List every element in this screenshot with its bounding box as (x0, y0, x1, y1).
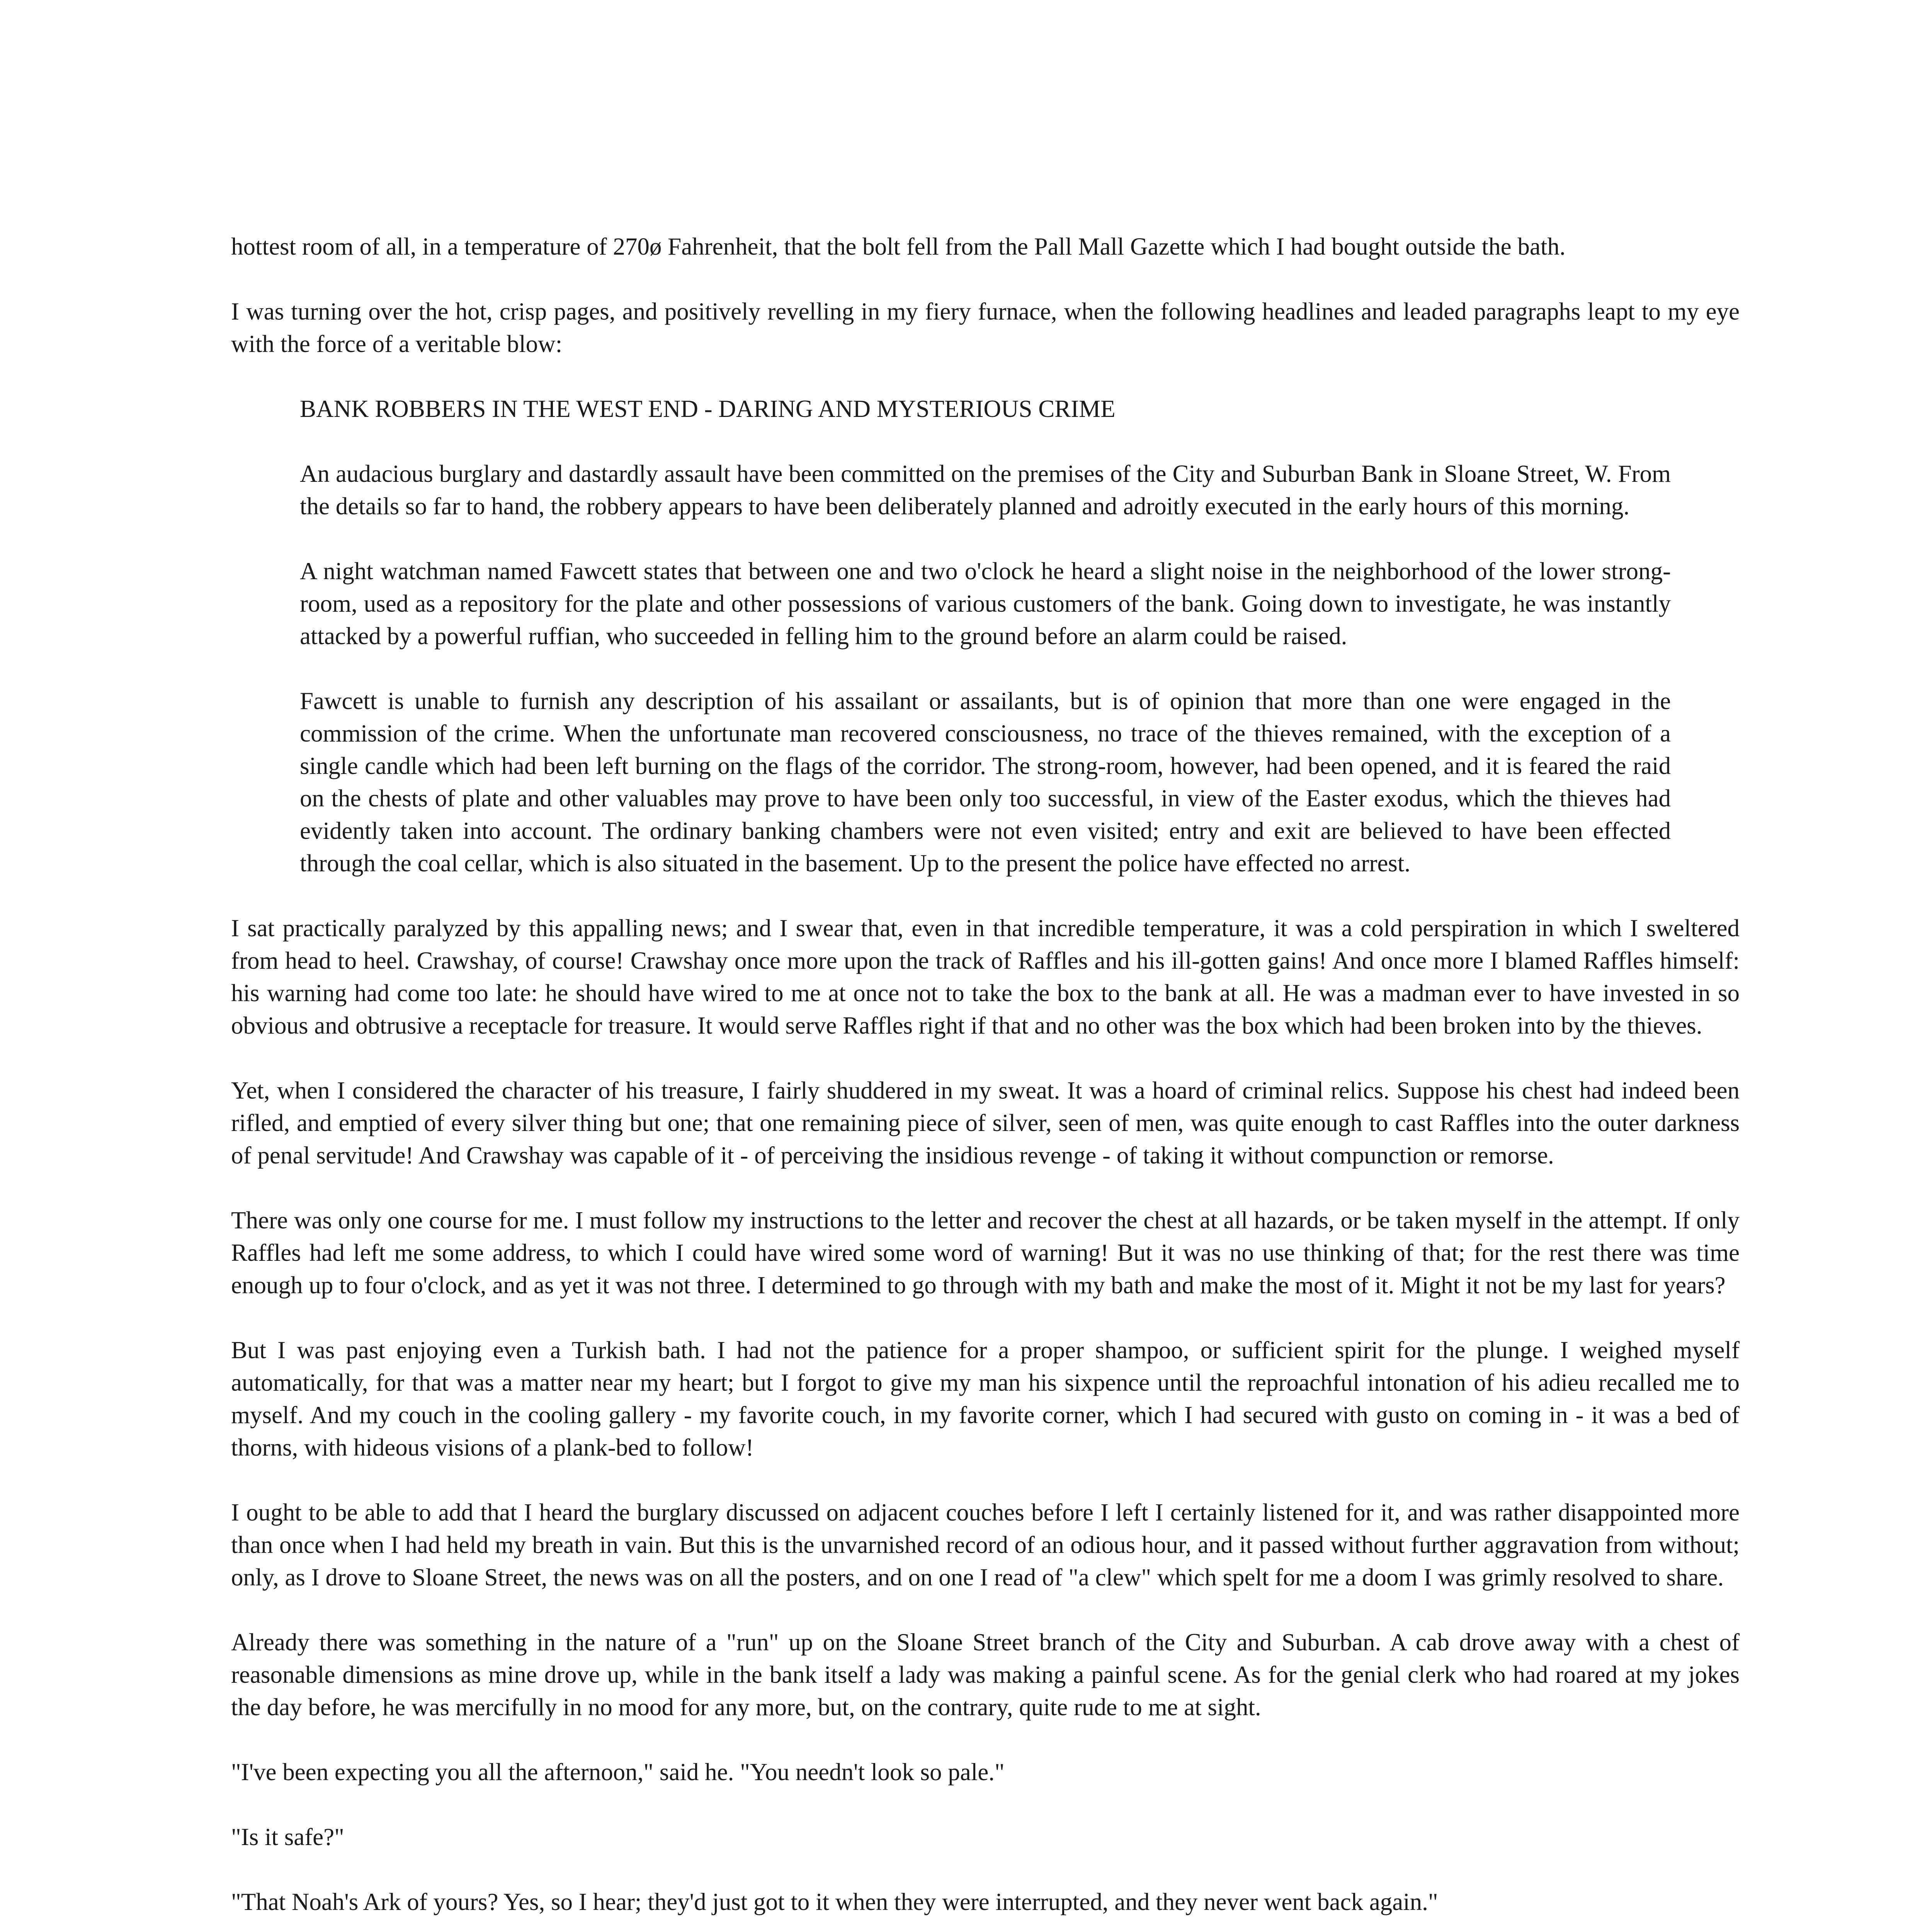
paragraph: But I was past enjoying even a Turkish bath. I had not the patience for a proper shampoo, or sufficient spirit for the plunge. I weighed myself automatically, for that was a matter near my heart; but I forgot to give my man his sixpence until the reproachful intonation of his adieu recalled me to myself. And my couch in the cooling gallery - my favorite couch, in my favorite corner, which I had secured with gusto on coming in - it was a bed of thorns, with hideous visions of a plank-bed to follow! (231, 1337, 1740, 1461)
paragraph: I sat practically paralyzed by this appalling news; and I swear that, even in that incredible temperature, it was a cold perspiration in which I sweltered from head to heel. Crawshay, of course! Crawshay once more upon the track of Raffles and his ill-gotten gains! And once more I blamed Raffles himself: his warning had come too late: he should have wired to me at once not to take the box to the bank at all. He was a madman ever to have invested in so obvious and obtrusive a receptacle for treasure. It would serve Raffles right if that and no other was the box which had been broken into by the thieves. (231, 915, 1740, 1039)
article-paragraph: Fawcett is unable to furnish any description of his assailant or assailants, but is of opinion that more than one were engaged in the commission of the crime. When the unfortunate man recovered consciousness, no trace of the thieves remained, with the exception of a single candle which had been left burning on the flags of the corridor. The strong-room, however, had been opened, and it is feared the raid on the chests of plate and other valuables may prove to have been only too successful, in view of the Easter exodus, which the thieves had evidently taken into account. The ordinary banking chambers were not even visited; entry and exit are believed to have been effected through the coal cellar, which is also situated in the basement. Up to the present the police have effected no arrest. (300, 687, 1671, 877)
paragraph: There was only one course for me. I must follow my instructions to the letter and recover the chest at all hazards, or be taken myself in the attempt. If only Raffles had left me some address, to which I could have wired some word of warning! But it was no use thinking of that; for the rest there was time enough up to four o'clock, and as yet it was not three. I determined to go through with my bath and make the most of it. Might it not be my last for years? (231, 1207, 1740, 1299)
text-column (231, 230, 1740, 1932)
article-paragraph: An audacious burglary and dastardly assault have been committed on the premises of the City and Suburban Bank in Sloane Street, W. From the details so far to hand, the robbery appears to have been deliberately planned and adroitly executed in the early hours of this morning. (300, 460, 1671, 520)
paragraph: Yet, when I considered the character of his treasure, I fairly shuddered in my sweat. It was a hoard of criminal relics. Suppose his chest had indeed been rifled, and emptied of every silver thing but one; that one remaining piece of silver, seen of men, was quite enough to cast Raffles into the outer darkness of penal servitude! And Crawshay was capable of it - of perceiving the insidious revenge - of taking it without compunction or remorse. (231, 1077, 1740, 1169)
dialogue-line: "Is it safe?" (231, 1823, 344, 1850)
article-paragraph: A night watchman named Fawcett states that between one and two o'clock he heard a slight noise in the neighborhood of the lower strong-room, used as a repository for the plate and other possessions of various customers of the bank. Going down to investigate, he was instantly attacked by a powerful ruffian, who succeeded in felling him to the ground before an alarm could be raised. (300, 558, 1671, 650)
quoted-newspaper-article (231, 393, 1740, 879)
dialogue-line: "That Noah's Ark of yours? Yes, so I hear; they'd just got to it when they were interrupted, and they never went back again." (231, 1888, 1438, 1915)
dialogue-line: "I've been expecting you all the afternoon," said he. "You needn't look so pale." (231, 1759, 1005, 1786)
paragraph: Already there was something in the nature of a "run" up on the Sloane Street branch of the City and Suburban. A cab drove away with a chest of reasonable dimensions as mine drove up, while in the bank itself a lady was making a painful scene. As for the genial clerk who had roared at my jokes the day before, he was mercifully in no mood for any more, but, on the contrary, quite rude to me at sight. (231, 1629, 1740, 1721)
article-headline: BANK ROBBERS IN THE WEST END - DARING AND MYSTERIOUS CRIME (300, 395, 1116, 422)
paragraph: I was turning over the hot, crisp pages, and positively revelling in my fiery furnace, when the following headlines and leaded paragraphs leapt to my eye with the force of a veritable blow: (231, 298, 1740, 357)
paragraph: hottest room of all, in a temperature of 270ø Fahrenheit, that the bolt fell from the Pall Mall Gazette which I had bought outside the bath. (231, 233, 1566, 260)
paragraph: I ought to be able to add that I heard the burglary discussed on adjacent couches before I left I certainly listened for it, and was rather disappointed more than once when I had held my breath in vain. But this is the unvarnished record of an odious hour, and it passed without further aggravation from without; only, as I drove to Sloane Street, the news was on all the posters, and on one I read of "a clew" which spelt for me a doom I was grimly resolved to share. (231, 1499, 1740, 1591)
